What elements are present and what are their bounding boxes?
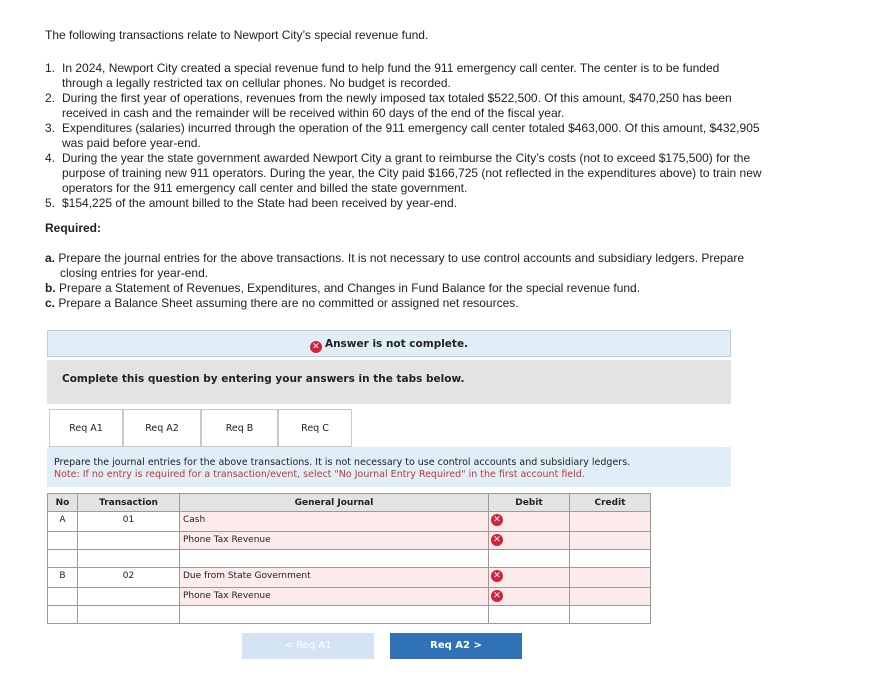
col-debit: Debit xyxy=(489,494,570,512)
credit-field[interactable] xyxy=(570,606,651,624)
table-row xyxy=(48,606,651,624)
transaction-text: operators for the 911 emergency call center and billed the state government. xyxy=(62,181,468,195)
transaction-text: During the first year of operations, revenues from the newly imposed tax totaled $522,500. Of this amount, $470,250 has been xyxy=(62,91,732,105)
account-field[interactable] xyxy=(180,512,501,532)
account-field[interactable] xyxy=(180,550,489,568)
instructions-panel xyxy=(47,447,731,487)
transaction-item xyxy=(45,196,457,211)
account-field[interactable] xyxy=(180,568,501,588)
credit-field[interactable] xyxy=(570,512,651,532)
transaction-text: purpose of training new 911 operators. During the year, the City paid $166,725 (not reflected in the expenditures above) to train new xyxy=(62,166,762,180)
row-transaction xyxy=(78,550,180,568)
table-row xyxy=(48,568,651,588)
panel-instruction: Prepare the journal entries for the above transactions. It is not necessary to use control accounts and subsidiary ledgers. xyxy=(54,457,631,468)
journal-table xyxy=(47,493,651,624)
transaction-number: 2. xyxy=(45,91,56,105)
requirement-letter: c. xyxy=(45,296,56,310)
col-transaction: Transaction xyxy=(78,494,180,512)
transaction-text: In 2024, Newport City created a special revenue fund to help fund the 911 emergency call center. The center is to be funded xyxy=(62,61,720,75)
table-row xyxy=(48,532,651,550)
transaction-item xyxy=(45,121,760,151)
tab-req-a1[interactable]: Req A1 xyxy=(49,409,123,447)
row-no xyxy=(48,512,78,532)
prev-button[interactable]: < Req A1 xyxy=(242,633,374,659)
requirement-text: Prepare a Statement of Revenues, Expenditures, and Changes in Fund Balance for the special revenue fund. xyxy=(59,281,641,295)
table-row xyxy=(48,550,651,568)
transaction-number: 4. xyxy=(45,151,56,165)
transaction-text: During the year the state government awarded Newport City a grant to reimburse the City’s costs (not to exceed $175,500) for the xyxy=(62,151,751,165)
transaction-text: Expenditures (salaries) incurred through the operation of the 911 emergency call center totaled $463,000. Of this amount, $432,905 xyxy=(62,121,760,135)
table-row xyxy=(48,512,651,532)
account-name: Phone Tax Revenue xyxy=(183,535,271,545)
transaction-item xyxy=(45,151,762,196)
row-no xyxy=(48,606,78,624)
transaction-number: 5. xyxy=(45,196,56,210)
requirement-text: Prepare the journal entries for the above transactions. It is not necessary to use control accounts and subsidiary ledgers. Prepare xyxy=(58,251,745,265)
requirement-letter: b. xyxy=(45,281,56,295)
account-name: Phone Tax Revenue xyxy=(183,591,271,601)
row-transaction xyxy=(78,512,180,532)
transaction-text: $154,225 of the amount billed to the State had been received by year-end. xyxy=(62,196,457,210)
panel-note: Note: If no entry is required for a transaction/event, select "No Journal Entry Required" in the first account field. xyxy=(54,469,585,480)
error-icon: ✕ xyxy=(491,590,503,602)
row-no xyxy=(48,588,78,606)
tab-req-a2[interactable]: Req A2 xyxy=(123,409,201,447)
transaction-text: was paid before year-end. xyxy=(62,136,201,150)
account-name: Cash xyxy=(183,515,206,525)
row-transaction-text: 02 xyxy=(122,571,135,581)
requirement-item xyxy=(45,251,744,281)
prev-label: Req A1 xyxy=(296,640,332,651)
row-no xyxy=(48,550,78,568)
status-text: Answer is not complete. xyxy=(324,338,469,350)
error-icon: ✕ xyxy=(310,341,322,353)
table-row xyxy=(48,588,651,606)
row-no-text: B xyxy=(59,571,66,581)
requirement-item xyxy=(45,281,640,296)
transaction-text: through a legally restricted tax on cellular phones. No budget is recorded. xyxy=(62,76,451,90)
row-transaction xyxy=(78,588,180,606)
credit-field[interactable] xyxy=(570,588,651,606)
error-icon: ✕ xyxy=(491,514,503,526)
transaction-number: 3. xyxy=(45,121,56,135)
tab-req-c[interactable]: Req C xyxy=(278,409,352,447)
col-credit: Credit xyxy=(570,494,651,512)
instruction-bar xyxy=(47,360,731,404)
requirement-text: closing entries for year-end. xyxy=(60,266,209,280)
row-transaction xyxy=(78,532,180,550)
requirement-text: Prepare a Balance Sheet assuming there are no committed or assigned net resources. xyxy=(58,296,519,310)
transaction-item xyxy=(45,61,719,91)
row-transaction xyxy=(78,606,180,624)
row-transaction-text: 01 xyxy=(122,515,135,525)
status-banner xyxy=(47,330,731,357)
row-no xyxy=(48,532,78,550)
row-transaction xyxy=(78,568,180,588)
instruction-text: Complete this question by entering your answers in the tabs below. xyxy=(62,373,465,385)
credit-field[interactable] xyxy=(570,568,651,588)
next-label: Req A2 xyxy=(430,640,470,651)
account-field[interactable] xyxy=(180,588,501,606)
row-no-text: A xyxy=(59,515,66,525)
col-no: No xyxy=(48,494,78,512)
next-button[interactable]: Req A2 > xyxy=(390,633,522,659)
col-general-journal: General Journal xyxy=(180,494,489,512)
debit-field[interactable] xyxy=(489,606,570,624)
transaction-item xyxy=(45,91,732,121)
debit-field[interactable] xyxy=(489,550,570,568)
tab-req-b[interactable]: Req B xyxy=(201,409,278,447)
intro-text: The following transactions relate to Newport City’s special revenue fund. xyxy=(45,28,429,42)
transaction-text: received in cash and the remainder will be received within 60 days of the end of the fiscal year. xyxy=(62,106,565,120)
account-field[interactable] xyxy=(180,606,489,624)
account-name: Due from State Government xyxy=(183,571,311,581)
error-icon: ✕ xyxy=(491,570,503,582)
account-field[interactable] xyxy=(180,532,501,550)
credit-field[interactable] xyxy=(570,550,651,568)
row-no xyxy=(48,568,78,588)
required-heading: Required: xyxy=(45,221,102,235)
error-icon: ✕ xyxy=(491,534,503,546)
transaction-number: 1. xyxy=(45,61,56,75)
requirement-item xyxy=(45,296,519,311)
requirement-letter: a. xyxy=(45,251,56,265)
credit-field[interactable] xyxy=(570,532,651,550)
